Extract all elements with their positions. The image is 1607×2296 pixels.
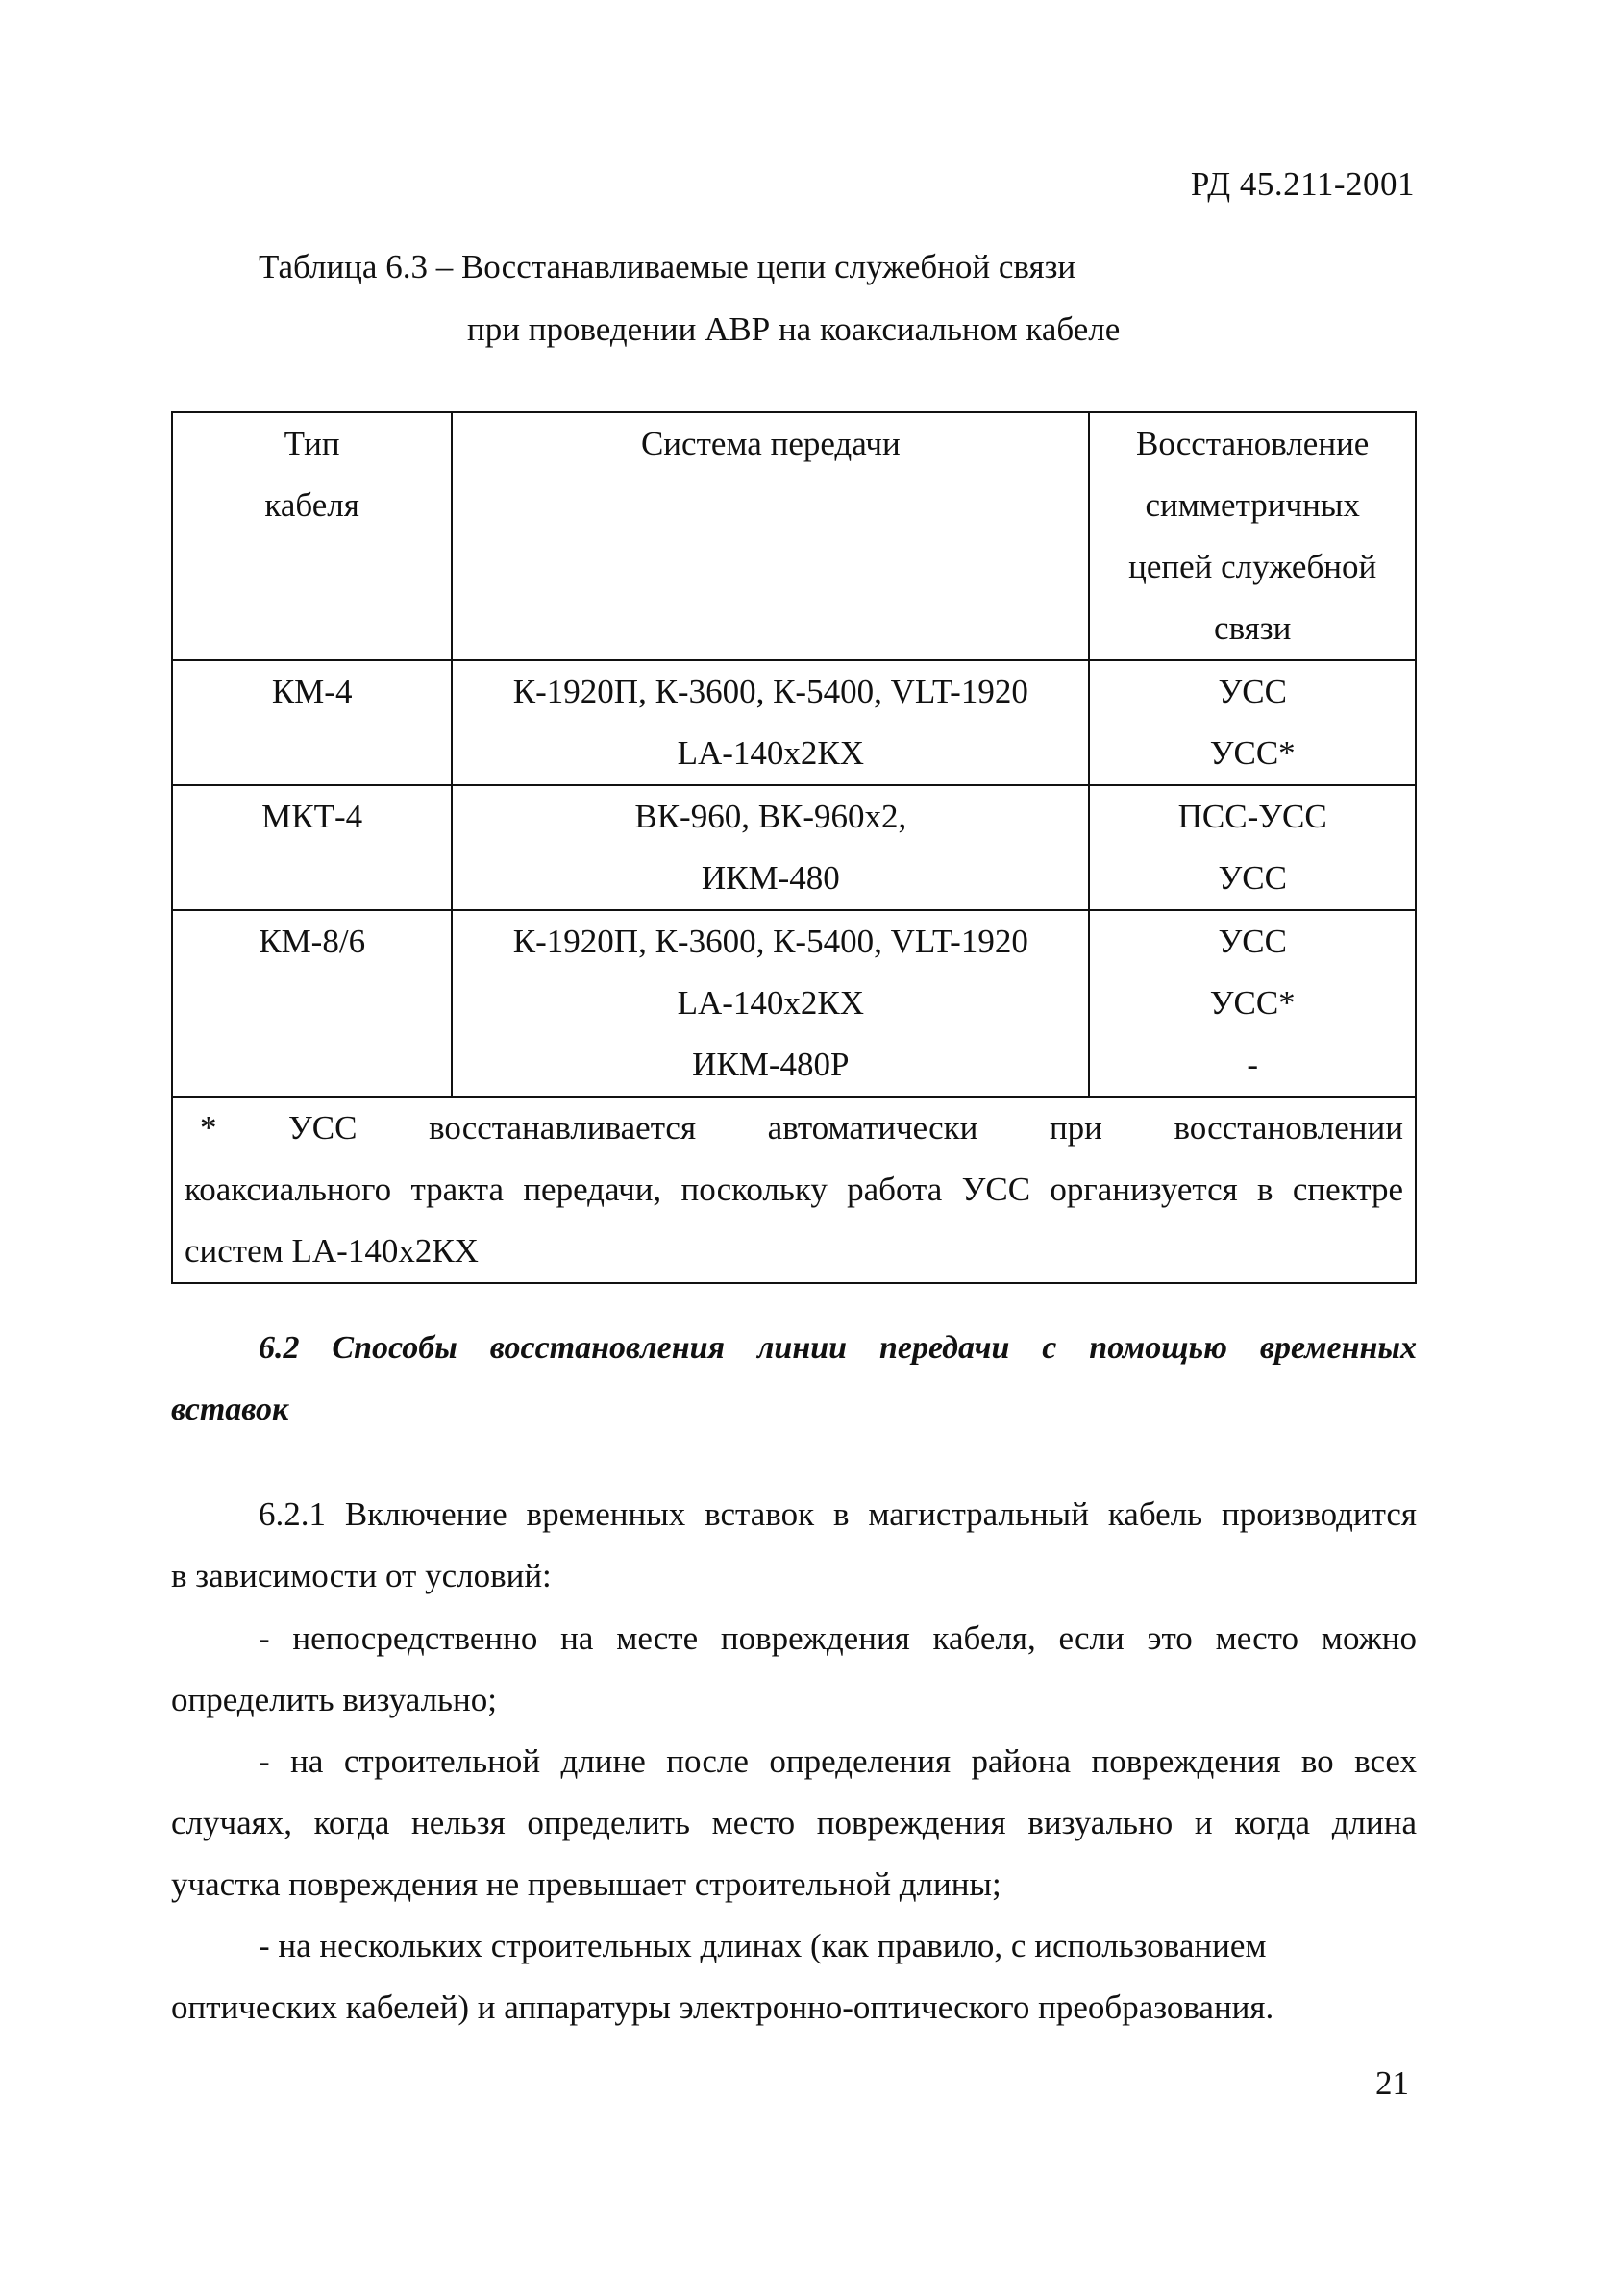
cable-type-value: КМ-4 [271,673,353,710]
table-footnote [172,1097,1416,1283]
footnote-word: при [1049,1109,1102,1147]
system-value: К-1920П, К-3600, К-5400, VLT-1920 [512,923,1028,960]
restoration-value: УСС [1218,673,1287,710]
footnote-word: автоматически [767,1109,978,1147]
table-row [172,785,1416,910]
cell-cable-type [172,785,452,910]
table-footnote-row [172,1097,1416,1283]
header-restoration-line: цепей служебной [1128,548,1377,585]
page-number: 21 [1375,2064,1409,2102]
header-cable-type-line: Тип [284,425,340,462]
paragraph-6-2-1: 6.2.1 Включение временных вставок в магистральный кабель производится [259,1495,1417,1533]
cell-systems [452,660,1089,785]
list-item-multiple-lengths-cont: оптических кабелей) и аппаратуры электронно-оптического преобразования. [171,1988,1274,2026]
header-restoration-line: симметричных [1145,486,1360,524]
table-caption-line1: Таблица 6.3 – Восстанавливаемые цепи служебной связи [259,248,1076,285]
list-item-construction-length-cont: случаях, когда нельзя определить место повреждения визуально и когда длина [171,1804,1417,1841]
system-value: LA-140х2КХ [677,984,865,1022]
list-item-multiple-lengths: - на нескольких строительных длинах (как правило, с использованием [259,1927,1267,1964]
cell-restoration [1089,785,1416,910]
footnote-line3: систем LA-140х2КХ [185,1232,479,1270]
header-transmission-system [452,412,1089,660]
restoration-value: - [1247,1046,1258,1083]
system-value: ИКМ-480Р [692,1046,850,1083]
restoration-value: ПСС-УСС [1177,798,1327,835]
restoration-value: УСС* [1209,734,1296,772]
cable-type-value: МКТ-4 [261,798,363,835]
system-value: ВК-960, ВК-960х2, [634,798,907,835]
footnote-word: УСС [288,1109,358,1147]
header-restoration [1089,412,1416,660]
restoration-value: УСС [1218,923,1287,960]
header-transmission-system-text: Система передачи [640,425,901,462]
restoration-value: УСС [1218,859,1287,897]
paragraph-6-2-1-cont: в зависимости от условий: [171,1557,552,1594]
system-value: ИКМ-480 [701,859,840,897]
header-cable-type-line: кабеля [264,486,359,524]
list-item-visual-cont: определить визуально; [171,1681,497,1718]
cell-systems [452,785,1089,910]
list-item-visual: - непосредственно на месте повреждения кабеля, если это место можно [259,1619,1417,1657]
section-heading: 6.2 Способы восстановления линии передачи с помощью временных [259,1330,1417,1366]
table-row [172,910,1416,1097]
footnote-line2: коаксиального тракта передачи, поскольку работа УСС организуется в спектре [185,1171,1403,1208]
footnote-line1 [185,1098,1403,1159]
list-item-construction-length: - на строительной длине после определения района повреждения во всех [259,1742,1417,1780]
header-restoration-line: Восстановление [1136,425,1370,462]
cell-cable-type [172,660,452,785]
section-heading-cont: вставок [171,1392,289,1427]
system-value: К-1920П, К-3600, К-5400, VLT-1920 [512,673,1028,710]
footnote-star: * [200,1109,217,1147]
restoration-table [171,411,1417,1284]
table-header-row [172,412,1416,660]
document-code: РД 45.211-2001 [1190,165,1415,203]
cell-systems [452,910,1089,1097]
cell-restoration [1089,660,1416,785]
system-value: LA-140х2КХ [677,734,865,772]
header-cable-type [172,412,452,660]
table-caption-line2: при проведении АВР на коаксиальном кабеле [467,310,1121,348]
header-restoration-line: связи [1214,609,1292,647]
table-row [172,660,1416,785]
cell-cable-type [172,910,452,1097]
cable-type-value: КМ-8/6 [259,923,366,960]
list-item-construction-length-end: участка повреждения не превышает строительной длины; [171,1865,1001,1903]
restoration-value: УСС* [1209,984,1296,1022]
footnote-word: восстановлении [1174,1109,1403,1147]
footnote-word: восстанавливается [429,1109,697,1147]
cell-restoration [1089,910,1416,1097]
